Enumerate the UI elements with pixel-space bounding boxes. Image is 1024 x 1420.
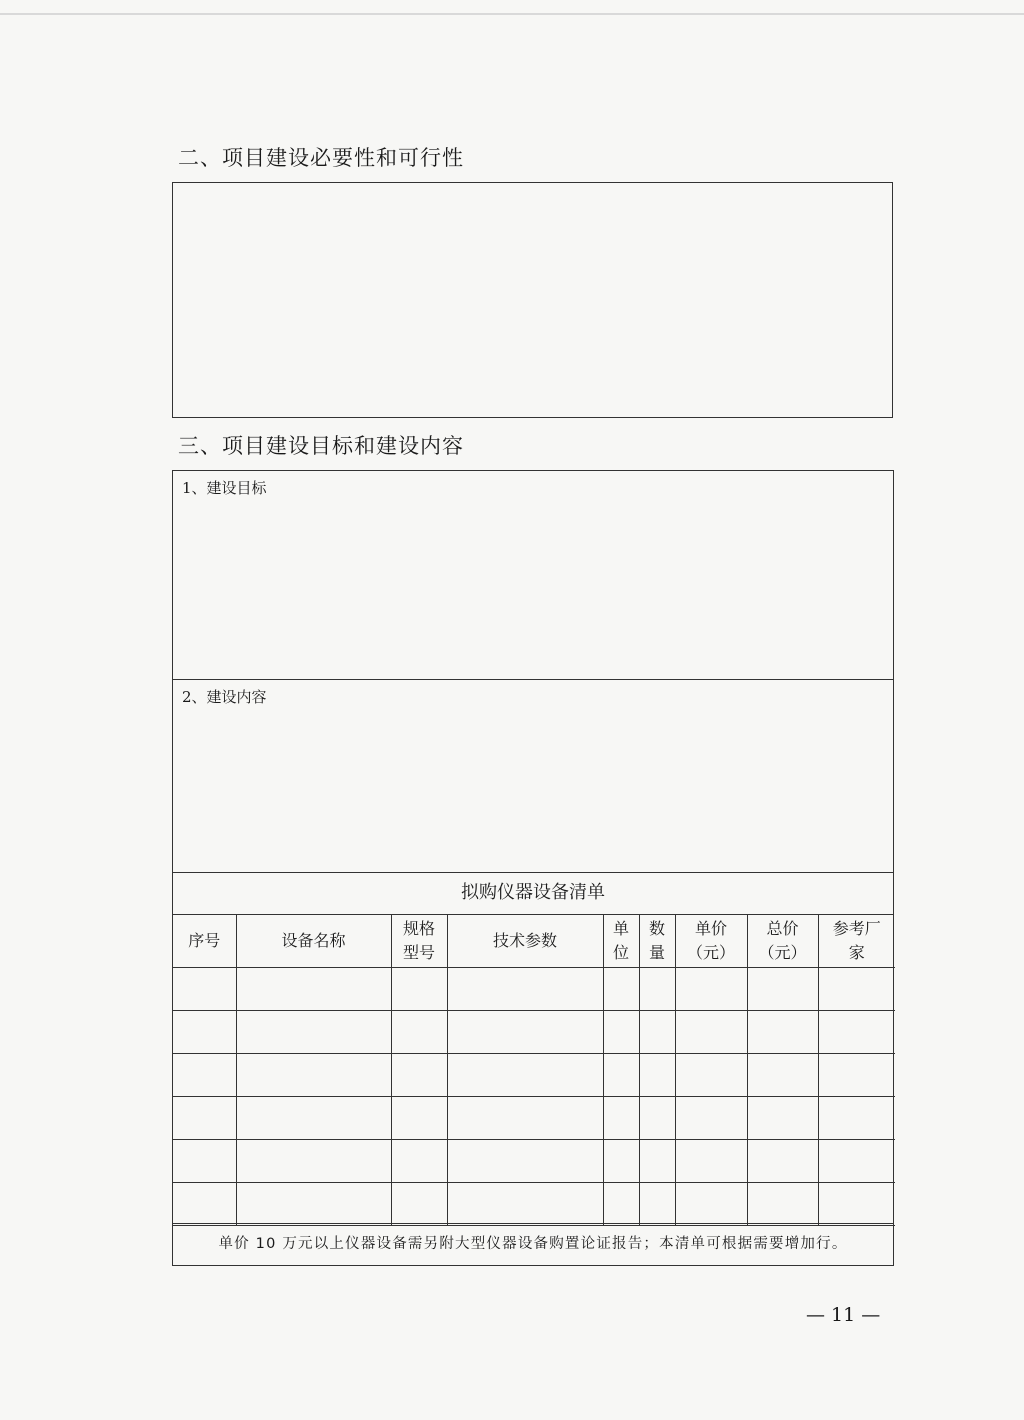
table-footnote: 单价 10 万元以上仪器设备需另附大型仪器设备购置论证报告；本清单可根据需要增加行。 — [173, 1223, 893, 1265]
table-cell[interactable] — [447, 967, 603, 1010]
table-cell[interactable] — [639, 1053, 675, 1096]
header-total-price — [747, 915, 818, 967]
table-cell[interactable] — [391, 1096, 447, 1139]
header-unit-line2: 位 — [612, 942, 629, 962]
table-cell[interactable] — [447, 1096, 603, 1139]
table-cell[interactable] — [447, 1053, 603, 1096]
header-qty-line2: 量 — [648, 942, 665, 962]
header-total-line1: 总价 — [766, 918, 799, 938]
construction-goal-field[interactable] — [173, 471, 893, 680]
table-cell[interactable] — [818, 1010, 895, 1053]
table-cell[interactable] — [747, 1182, 818, 1225]
header-total-line2: （元） — [758, 942, 807, 962]
table-cell[interactable] — [173, 1139, 236, 1182]
table-row — [173, 1096, 895, 1139]
table-cell[interactable] — [236, 967, 391, 1010]
header-params: 技术参数 — [447, 915, 603, 967]
table-cell[interactable] — [447, 1182, 603, 1225]
header-vendor — [818, 915, 895, 967]
table-cell[interactable] — [603, 967, 639, 1010]
table-cell[interactable] — [236, 1053, 391, 1096]
table-cell[interactable] — [447, 1010, 603, 1053]
table-cell[interactable] — [391, 1139, 447, 1182]
table-cell[interactable] — [818, 1182, 895, 1225]
table-cell[interactable] — [675, 1139, 747, 1182]
table-cell[interactable] — [603, 1096, 639, 1139]
necessity-feasibility-box[interactable] — [172, 182, 893, 418]
table-cell[interactable] — [818, 1139, 895, 1182]
scan-edge — [0, 13, 1024, 15]
table-cell[interactable] — [236, 1182, 391, 1225]
table-cell[interactable] — [603, 1010, 639, 1053]
table-row — [173, 1053, 895, 1096]
table-cell[interactable] — [675, 1053, 747, 1096]
table-cell[interactable] — [173, 967, 236, 1010]
construction-content-field[interactable] — [173, 680, 893, 873]
table-row — [173, 1139, 895, 1182]
header-vendor-line2: 家 — [848, 942, 865, 962]
equipment-list-title: 拟购仪器设备清单 — [173, 873, 893, 915]
header-price-line2: （元） — [686, 942, 735, 962]
table-cell[interactable] — [747, 1010, 818, 1053]
table-cell[interactable] — [747, 967, 818, 1010]
table-cell[interactable] — [603, 1139, 639, 1182]
table-cell[interactable] — [747, 1139, 818, 1182]
table-cell[interactable] — [675, 1182, 747, 1225]
header-unit-line1: 单 — [612, 918, 629, 938]
table-cell[interactable] — [236, 1096, 391, 1139]
header-unit-price — [675, 915, 747, 967]
table-cell[interactable] — [639, 967, 675, 1010]
header-spec — [391, 915, 447, 967]
table-cell[interactable] — [391, 1182, 447, 1225]
table-cell[interactable] — [603, 1053, 639, 1096]
header-spec-line1: 规格 — [402, 918, 435, 938]
goals-content-box — [172, 470, 894, 1266]
table-cell[interactable] — [639, 1182, 675, 1225]
header-unit — [603, 915, 639, 967]
table-cell[interactable] — [639, 1010, 675, 1053]
header-name: 设备名称 — [236, 915, 391, 967]
construction-goal-label: 1、建设目标 — [182, 479, 267, 497]
header-vendor-line1: 参考厂 — [832, 918, 881, 938]
table-header-row — [173, 915, 895, 967]
table-cell[interactable] — [675, 967, 747, 1010]
table-cell[interactable] — [236, 1139, 391, 1182]
equipment-table — [173, 915, 895, 1226]
table-row — [173, 967, 895, 1010]
section-title-necessity: 二、项目建设必要性和可行性 — [178, 146, 464, 170]
table-cell[interactable] — [818, 1053, 895, 1096]
table-cell[interactable] — [675, 1010, 747, 1053]
table-cell[interactable] — [236, 1010, 391, 1053]
table-cell[interactable] — [747, 1096, 818, 1139]
table-cell[interactable] — [391, 1010, 447, 1053]
table-cell[interactable] — [747, 1053, 818, 1096]
construction-content-label: 2、建设内容 — [182, 688, 267, 706]
table-cell[interactable] — [391, 1053, 447, 1096]
table-cell[interactable] — [818, 1096, 895, 1139]
table-cell[interactable] — [639, 1139, 675, 1182]
table-cell[interactable] — [447, 1139, 603, 1182]
table-row — [173, 1010, 895, 1053]
header-spec-line2: 型号 — [402, 942, 435, 962]
table-cell[interactable] — [639, 1096, 675, 1139]
table-cell[interactable] — [173, 1096, 236, 1139]
table-cell[interactable] — [173, 1010, 236, 1053]
table-cell[interactable] — [391, 967, 447, 1010]
header-qty — [639, 915, 675, 967]
section-title-goals-content: 三、项目建设目标和建设内容 — [178, 434, 464, 458]
table-cell[interactable] — [675, 1096, 747, 1139]
table-cell[interactable] — [818, 967, 895, 1010]
table-row — [173, 1182, 895, 1225]
header-seq: 序号 — [173, 915, 236, 967]
table-cell[interactable] — [173, 1182, 236, 1225]
header-price-line1: 单价 — [694, 918, 727, 938]
table-cell[interactable] — [173, 1053, 236, 1096]
table-cell[interactable] — [603, 1182, 639, 1225]
header-qty-line1: 数 — [648, 918, 665, 938]
page-number: — 11 — — [806, 1304, 881, 1326]
